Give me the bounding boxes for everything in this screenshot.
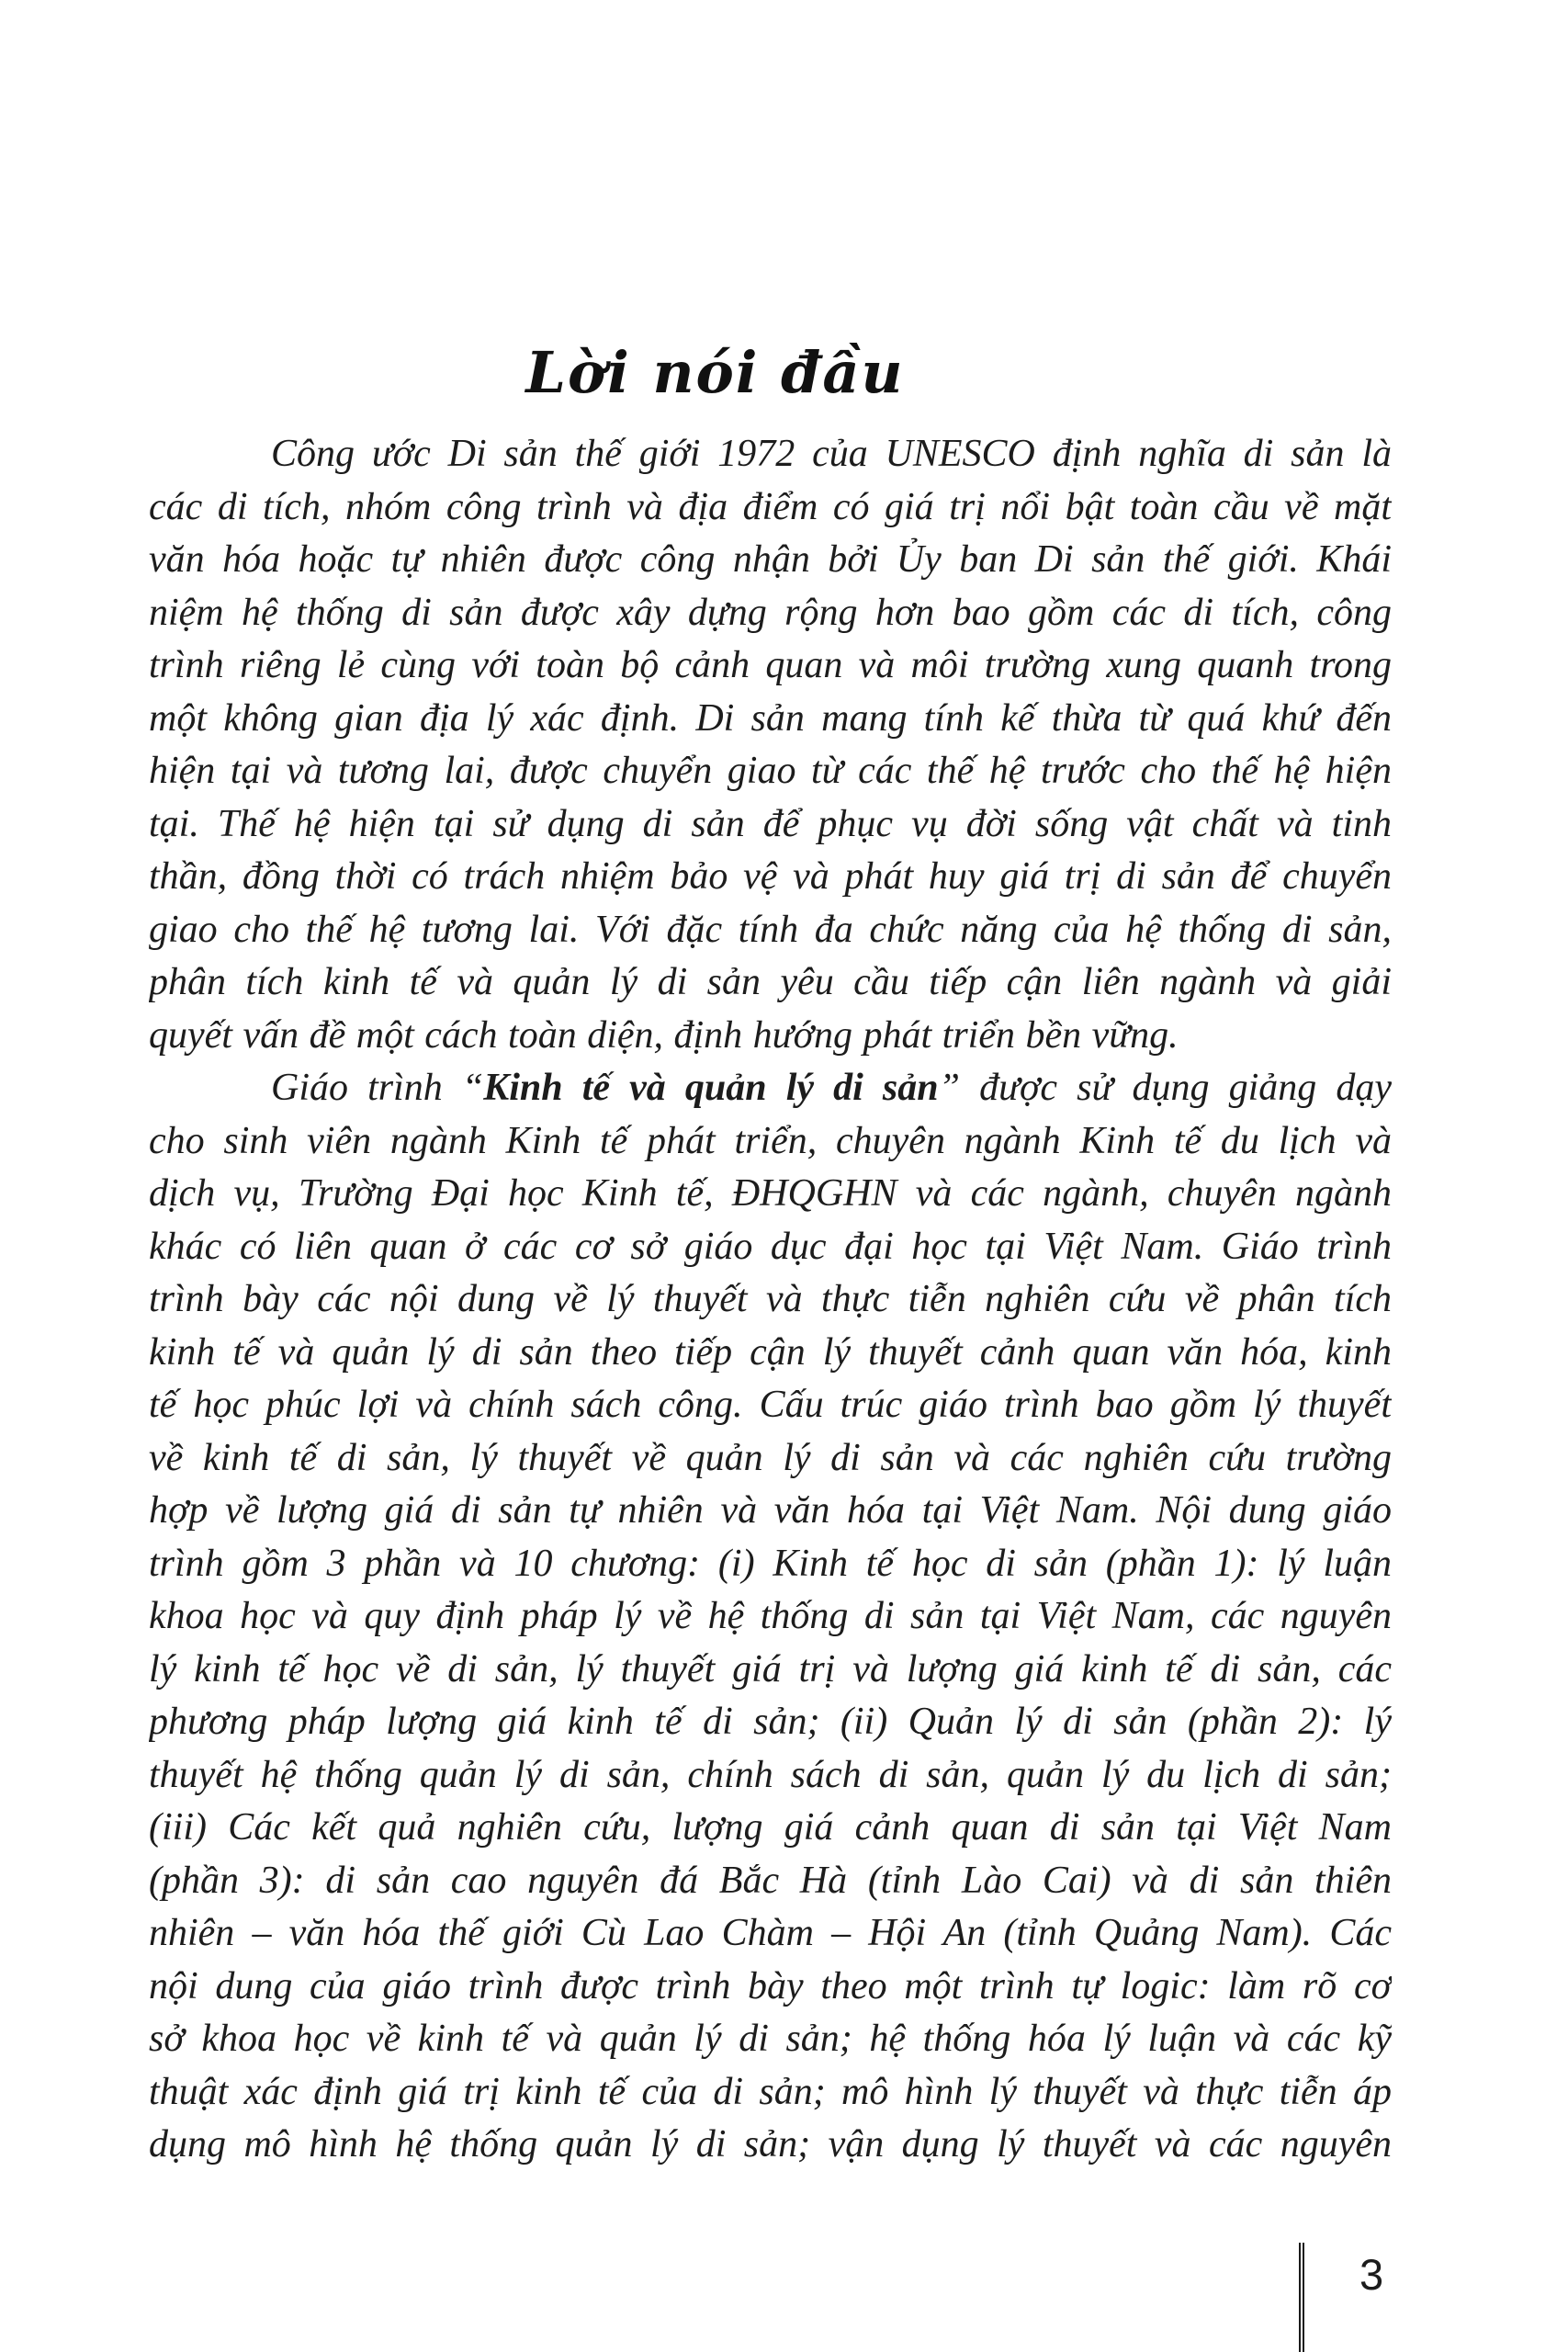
text-line: khoa học và quy định pháp lý về hệ thống di sản tại Việt Nam, các nguyên xyxy=(149,1595,1392,1637)
text-line: lý kinh tế học về di sản, lý thuyết giá trị và lượng giá kinh tế di sản, các xyxy=(149,1647,1392,1690)
text-line: niệm hệ thống di sản được xây dựng rộng hơn bao gồm các di tích, công xyxy=(149,591,1392,634)
text-line: các di tích, nhóm công trình và địa điểm có giá trị nổi bật toàn cầu về mặt xyxy=(149,485,1392,528)
text-line: về kinh tế di sản, lý thuyết về quản lý di sản và các nghiên cứu trường xyxy=(149,1436,1392,1479)
text-line: (iii) Các kết quả nghiên cứu, lượng giá cảnh quan di sản tại Việt Nam xyxy=(149,1806,1392,1849)
footer-divider xyxy=(1299,2243,1304,2352)
text-line: cho sinh viên ngành Kinh tế phát triển, chuyên ngành Kinh tế du lịch và xyxy=(149,1119,1392,1162)
text-line: nhiên – văn hóa thế giới Cù Lao Chàm – Hội An (tỉnh Quảng Nam). Các xyxy=(149,1912,1392,1954)
page-title: Lời nói đầu xyxy=(525,338,905,406)
text-line: Giáo trình “Kinh tế và quản lý di sản” được sử dụng giảng dạy xyxy=(271,1067,1392,1109)
text-line: dụng mô hình hệ thống quản lý di sản; vận dụng lý thuyết và các nguyên xyxy=(149,2123,1392,2165)
text-line: hiện tại và tương lai, được chuyển giao từ các thế hệ trước cho thế hệ hiện xyxy=(149,750,1392,792)
text-line: thần, đồng thời có trách nhiệm bảo vệ và phát huy giá trị di sản để chuyển xyxy=(149,855,1392,898)
text-line: nội dung của giáo trình được trình bày theo một trình tự logic: làm rõ cơ xyxy=(149,1964,1392,2007)
text-line: văn hóa hoặc tự nhiên được công nhận bởi Ủy ban Di sản thế giới. Khái xyxy=(149,538,1392,581)
text-line: tại. Thế hệ hiện tại sử dụng di sản để phục vụ đời sống vật chất và tinh xyxy=(149,802,1392,845)
page-number: 3 xyxy=(1359,2250,1384,2299)
text-line: trình bày các nội dung về lý thuyết và thực tiễn nghiên cứu về phân tích xyxy=(149,1278,1392,1320)
text-line: (phần 3): di sản cao nguyên đá Bắc Hà (tỉnh Lào Cai) và di sản thiên xyxy=(149,1859,1392,1902)
text-line: trình riêng lẻ cùng với toàn bộ cảnh quan và môi trường xung quanh trong xyxy=(149,644,1392,686)
text-line: quyết vấn đề một cách toàn diện, định hướng phát triển bền vững. xyxy=(149,1013,1179,1057)
text-line: thuyết hệ thống quản lý di sản, chính sách di sản, quản lý du lịch di sản; xyxy=(149,1753,1392,1796)
text-line: dịch vụ, Trường Đại học Kinh tế, ĐHQGHN và các ngành, chuyên ngành xyxy=(149,1172,1392,1215)
text-line: tế học phúc lợi và chính sách công. Cấu trúc giáo trình bao gồm lý thuyết xyxy=(149,1384,1392,1426)
text-line: hợp về lượng giá di sản tự nhiên và văn hóa tại Việt Nam. Nội dung giáo xyxy=(149,1489,1392,1532)
text-line: Công ước Di sản thế giới 1972 của UNESCO định nghĩa di sản là xyxy=(271,433,1392,475)
text-line: giao cho thế hệ tương lai. Với đặc tính đa chức năng của hệ thống di sản, xyxy=(149,908,1392,951)
text-line: khác có liên quan ở các cơ sở giáo dục đại học tại Việt Nam. Giáo trình xyxy=(149,1225,1392,1268)
text-line: phương pháp lượng giá kinh tế di sản; (ii) Quản lý di sản (phần 2): lý xyxy=(149,1701,1392,1743)
text-line: trình gồm 3 phần và 10 chương: (i) Kinh tế học di sản (phần 1): lý luận xyxy=(149,1542,1392,1585)
text-line: phân tích kinh tế và quản lý di sản yêu cầu tiếp cận liên ngành và giải xyxy=(149,961,1392,1003)
text-line: kinh tế và quản lý di sản theo tiếp cận lý thuyết cảnh quan văn hóa, kinh xyxy=(149,1330,1392,1374)
text-line: một không gian địa lý xác định. Di sản mang tính kế thừa từ quá khứ đến xyxy=(149,696,1392,740)
text-line: sở khoa học về kinh tế và quản lý di sản; hệ thống hóa lý luận và các kỹ xyxy=(149,2018,1392,2060)
body-text xyxy=(149,428,1392,2172)
text-line: thuật xác định giá trị kinh tế của di sản; mô hình lý thuyết và thực tiễn áp xyxy=(149,2070,1392,2113)
